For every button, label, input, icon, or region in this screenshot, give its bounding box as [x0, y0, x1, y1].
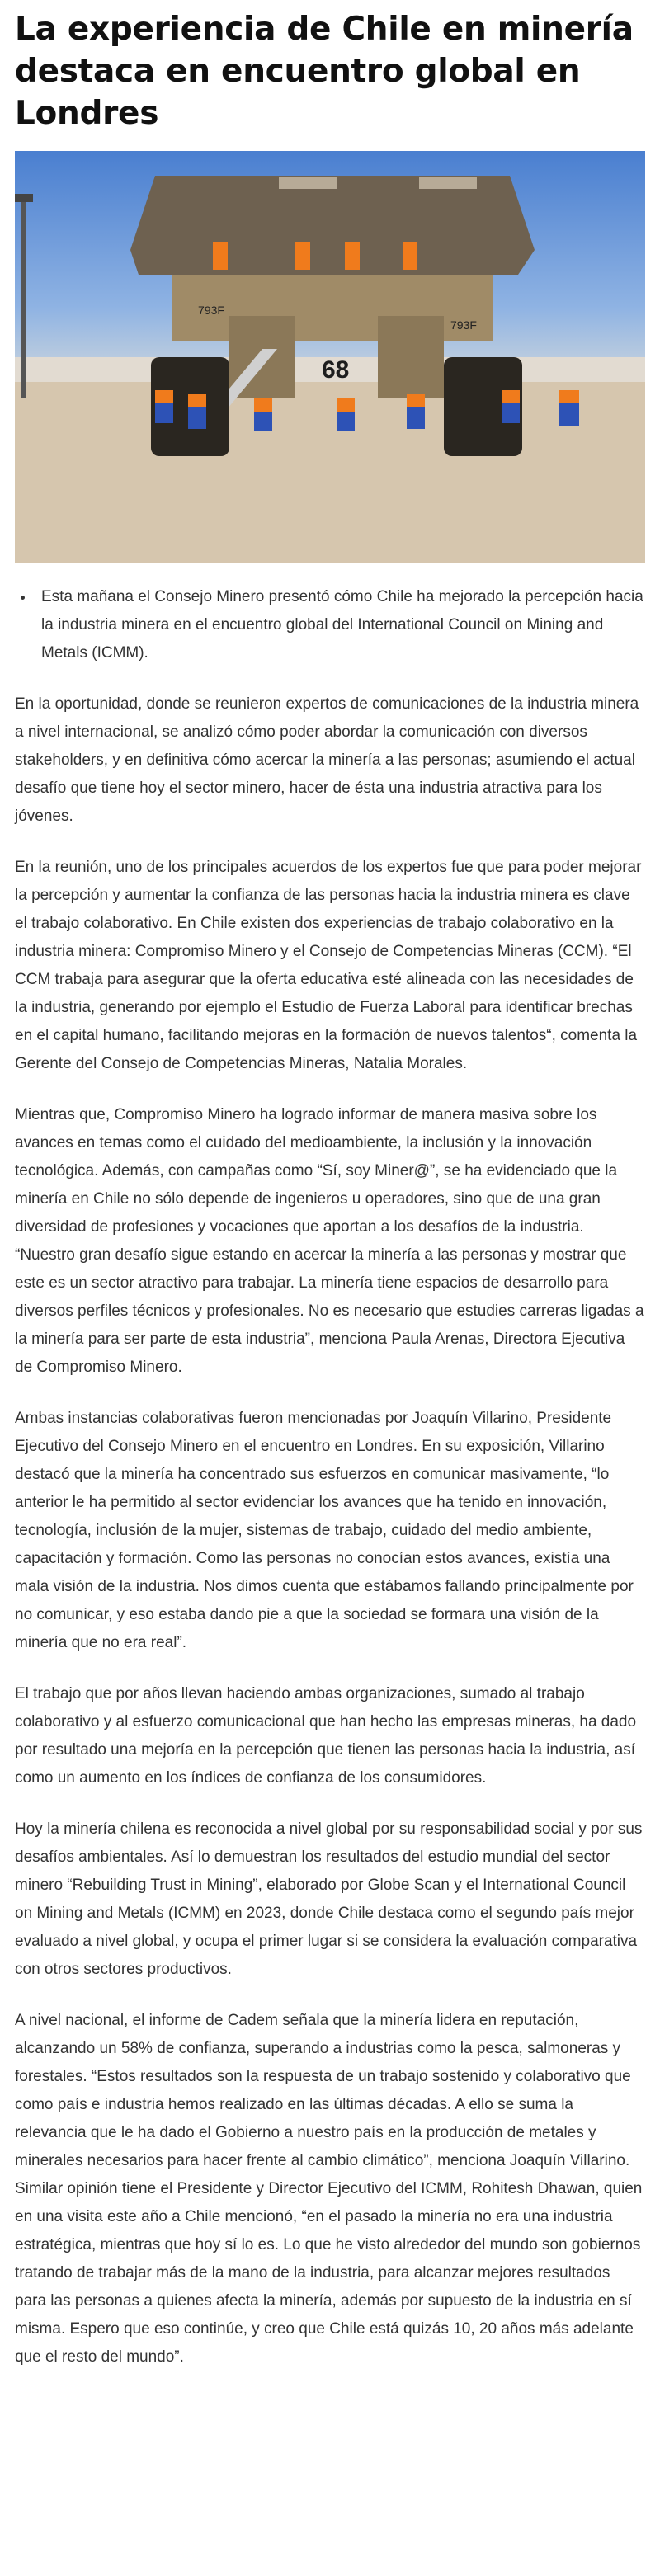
truck-cab-right [378, 316, 444, 398]
truck-label-left: 793F [198, 304, 224, 317]
truck-bed-sign [419, 177, 477, 189]
paragraph: El trabajo que por años llevan haciendo ambas organizaciones, sumado al trabajo colaborativo y al esfuerzo comunicacional que han hecho las empresas mineras, ha dado por resultado una mejoría en la percepción que tienen las personas hacia la industria, así como un aumento en los índices de confianza de los consumidores. [15, 1685, 637, 1787]
summary-bullet: • Esta mañana el Consejo Minero presentó cómo Chile ha mejorado la percepción hacia la industria minera en el encuentro global del International Council on Mining and Metals (ICMM). [35, 583, 645, 667]
hero-photo [15, 151, 645, 563]
paragraph: A nivel nacional, el informe de Cadem señala que la minería lidera en reputación, alcanzando un 58% de confianza, superando a industrias como la pesca, salmoneras y forestales. “Estos resultados son la respuesta de un trabajo sostenido y colaborativo que como país e industria hemos realizado en las últimas décadas. A ello se suma la relevancia que le ha dado el Gobierno a nuestro país en la producción de metales y minerales necesarios para hacer frente al cambio climático”, menciona Joaquín Villarino. Similar opinión tiene el Presidente y Director Ejecutivo del ICMM, Rohitesh Dhawan, quien en una visita este año a Chile mencionó, “en el pasado la minería no era una industria estratégica, mientras que hoy sí lo es. Lo que he visto alrededor del mundo son gobiernos tratando de trabajar más de la mano de la industria, para alcanzar mejores resultados para las personas a quienes afecta la minería, además por supuesto de la industria en sí misma. Espero que eso continúe, y creo que Chile está quizás 10, 20 años más adelante que el resto del mundo”. [15, 2012, 643, 2366]
summary-list [15, 583, 645, 667]
light-pole [21, 200, 26, 398]
mining-truck-illustration [15, 151, 645, 563]
paragraph: En la reunión, uno de los principales acuerdos de los expertos fue que para poder mejorar la percepción y aumentar la confianza de las personas hacia la industria minera es clave el trabajo colaborativo. En Chile existen dos experiencias de trabajo colaborativo en la industria minera: Compromiso Minero y el Consejo de Competencias Mineras (CCM). “El CCM trabaja para asegurar que la oferta educativa esté alineada con las necesidades de la industria, generando por ejemplo el Estudio de Fuerza Laboral para identificar brechas en el capital humano, facilitando mejoras en la formación de nuevos talentos“, comenta la Gerente del Consejo de Competencias Mineras, Natalia Morales. [15, 859, 642, 1072]
truck-bed-sign [279, 177, 337, 189]
paragraph: Hoy la minería chilena es reconocida a nivel global por su responsabilidad social y por sus desafíos ambientales. Así lo demuestran los resultados del estudio mundial del sector minero “Rebuilding Trust in Mining”, elaborado por Globe Scan y el International Council on Mining and Metals (ICMM) en 2023, donde Chile destaca como el segundo país mejor evaluado a nivel global, y ocupa el primer lugar si se considera la evaluación comparativa con otros sectores productivos. [15, 1820, 643, 1978]
ground [15, 365, 645, 563]
paragraph: En la oportunidad, donde se reunieron expertos de comunicaciones de la industria minera a nivel internacional, se analizó cómo poder abordar la comunicación con diversos stakeholders, y en definitiva cómo acercar la minería a las personas; asumiendo el actual desafío que tiene hoy el sector minero, hacer de ésta una industria atractiva para los jóvenes. [15, 695, 639, 825]
paragraph: Mientras que, Compromiso Minero ha logrado informar de manera masiva sobre los avances en temas como el cuidado del medioambiente, la inclusión y la innovación tecnológica. Además, con campañas como “Sí, soy Miner@”, se ha evidenciado que la minería en Chile no sólo depende de ingenieros u operadores, sino que de una gran diversidad de profesiones y vocaciones que aportan a los desafíos de la industria. “Nuestro gran desafío sigue estando en acercar la minería a las personas y mostrar que este es un sector atractivo para trabajar. La minería tiene espacios de desarrollo para diversos perfiles técnicos y profesionales. No es necesario que estudies carreras ligadas a la minería para ser parte de esta industria”, menciona Paula Arenas, Directora Ejecutiva de Compromiso Minero. [15, 1106, 644, 1376]
truck-dump-bed [130, 176, 535, 275]
truck-number: 68 [322, 356, 350, 384]
truck-label-right: 793F [450, 318, 477, 332]
paragraph: Ambas instancias colaborativas fueron mencionadas por Joaquín Villarino, Presidente Ejecutivo del Consejo Minero en el encuentro en Londres. En su exposición, Villarino destacó que la minería ha concentrado sus esfuerzos en comunicar masivamente, “lo anterior le ha permitido al sector evidenciar los avances que ha tenido en innovación, tecnología, inclusión de la mujer, sistemas de trabajo, cuidado del medio ambiente, capacitación y formación. Como las personas no conocían estos avances, existía una mala visión de la industria. Nos dimos cuenta que estábamos fallando principalmente por no comunicar, y eso estaba dando pie a que la sociedad se formara una visión de la minería que no era real”. [15, 1410, 634, 1651]
light-pole-lamp [15, 194, 33, 202]
article-title: La experiencia de Chile en minería destaca en encuentro global en Londres [15, 11, 634, 132]
